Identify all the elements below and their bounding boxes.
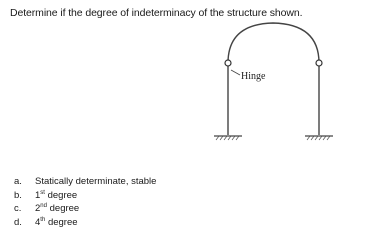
option-letter: b. [14,189,22,201]
option-text: Statically determinate, stable [35,176,157,187]
answer-options [14,175,156,229]
option-letter: c. [14,203,22,214]
option-letter: a. [14,176,22,187]
option-text: 4th degree [35,216,78,228]
option-text: 2nd degree [35,203,80,214]
left-hinge [225,60,231,66]
option-a[interactable] [14,175,156,189]
right-hinge [316,60,322,66]
option-c[interactable] [14,202,156,216]
hinge-leader-line [231,70,240,75]
left-fixed-support [214,136,242,140]
option-b[interactable] [14,189,156,203]
option-letter: d. [14,216,22,228]
option-d[interactable] [14,216,156,230]
arch-member [228,23,319,63]
option-text: 1st degree [35,189,78,201]
right-fixed-support [305,136,333,140]
question-text: Determine if the degree of indeterminacy of the structure shown. [10,7,303,19]
hinge-label: Hinge [241,71,266,82]
